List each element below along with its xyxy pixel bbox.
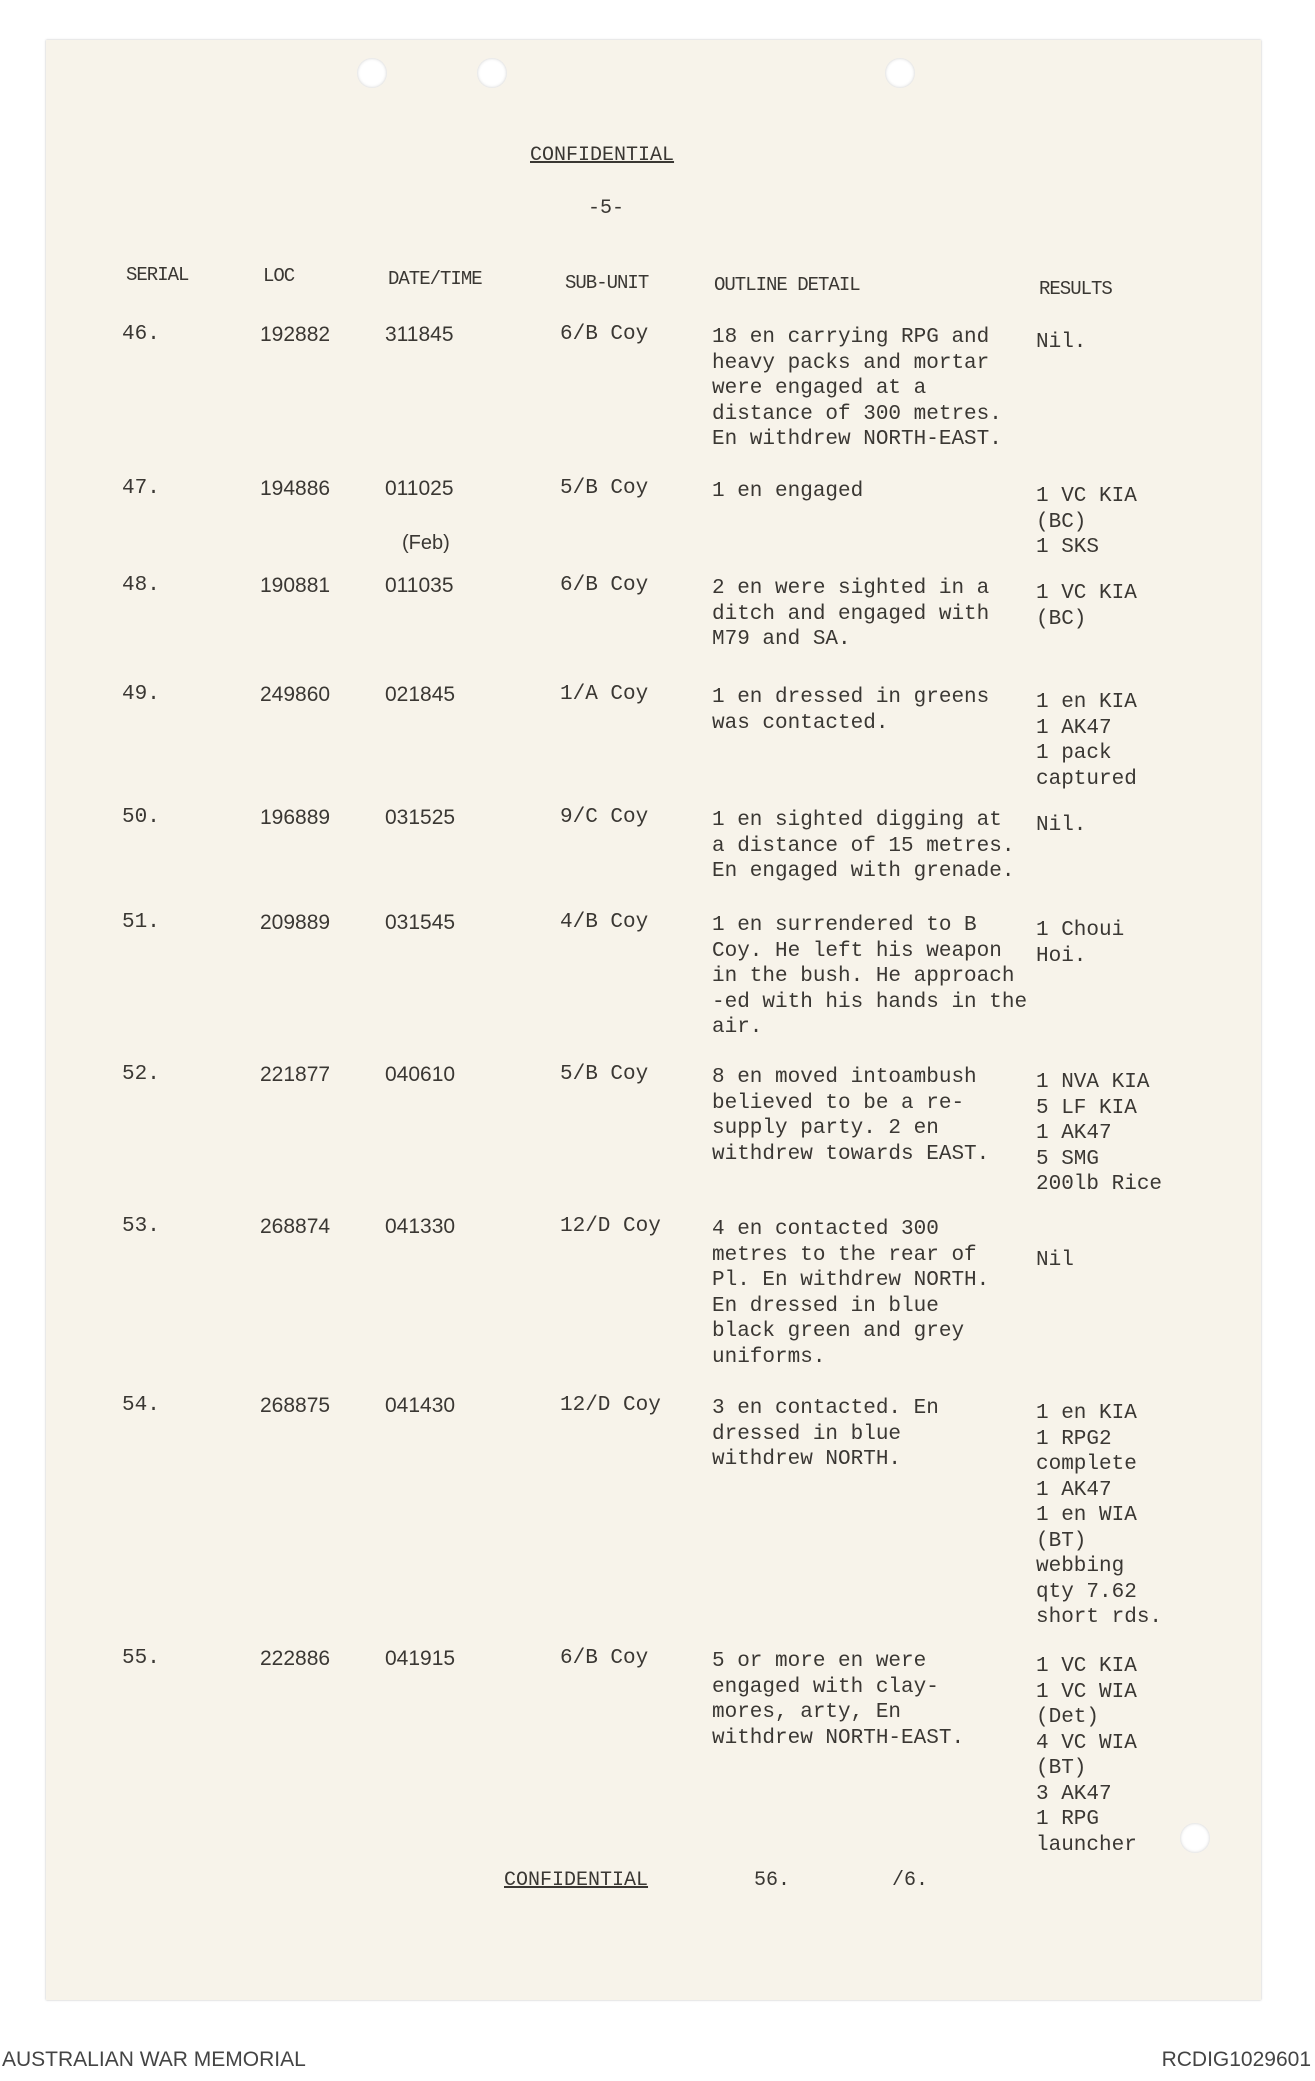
col-outline-detail: OUTLINE DETAIL: [714, 274, 860, 296]
cell-serial: 53.: [122, 1215, 160, 1238]
cell-subunit: 5/B Coy: [560, 477, 649, 500]
punch-hole: [357, 58, 387, 88]
cell-loc: 222886: [260, 1647, 331, 1670]
cell-loc: 268875: [260, 1394, 331, 1417]
archive-id: RCDIG1029601: [1161, 2048, 1311, 2071]
cell-serial: 52.: [122, 1063, 160, 1086]
cell-detail: 1 en surrendered to B Coy. He left his weapon in the bush. He approach -ed with his hands in the air.: [712, 914, 1028, 1039]
cell-datetime: 041430: [385, 1394, 456, 1417]
cell-subunit: 9/C Coy: [560, 806, 649, 829]
table-row: [0, 805, 1315, 883]
cell-datetime: 021845: [385, 683, 456, 706]
cell-results: 1 Choui Hoi.: [1036, 919, 1125, 968]
cell-serial: 48.: [122, 574, 160, 597]
cell-loc: 209889: [260, 911, 331, 934]
cell-detail: 5 or more en were engaged with clay- mores, arty, En withdrew NORTH-EAST.: [712, 1650, 965, 1750]
cell-detail: 1 en sighted digging at a distance of 15 metres. En engaged with grenade.: [712, 809, 1015, 883]
cell-loc: 190881: [260, 574, 331, 597]
cell-subunit: 12/D Coy: [560, 1394, 661, 1417]
cell-datetime: 031545: [385, 911, 456, 934]
table-row: [0, 573, 1315, 651]
cell-loc: 194886: [260, 477, 331, 500]
table-row: [0, 910, 1315, 1039]
cell-results: 1 VC KIA (BC) 1 SKS: [1036, 485, 1137, 559]
cell-results: 1 NVA KIA 5 LF KIA 1 AK47 5 SMG 200lb Rice: [1036, 1071, 1163, 1196]
punch-hole: [885, 58, 915, 88]
cell-datetime: 011025: [385, 477, 454, 500]
archive-caption: AUSTRALIAN WAR MEMORIAL: [2, 2048, 306, 2071]
col-datetime: DATE/TIME: [388, 268, 482, 290]
cell-serial: 54.: [122, 1394, 160, 1417]
table-row: [0, 1646, 1315, 1857]
cell-serial: 47.: [122, 477, 160, 500]
cell-detail: 8 en moved intoambush believed to be a re- supply party. 2 en withdrew towards EAST.: [712, 1066, 990, 1166]
cell-results: 1 en KIA 1 RPG2 complete 1 AK47 1 en WIA (BT) webbing qty 7.62 short rds.: [1036, 1402, 1163, 1629]
cell-serial: 55.: [122, 1647, 160, 1670]
cell-datetime: 040610: [385, 1063, 456, 1086]
col-subunit: SUB-UNIT: [565, 272, 649, 294]
cell-subunit: 6/B Coy: [560, 574, 649, 597]
cell-subunit: 12/D Coy: [560, 1215, 661, 1238]
col-serial: SERIAL: [126, 264, 189, 286]
cell-results: Nil.: [1036, 814, 1087, 837]
cell-datetime: 311845: [385, 323, 454, 346]
next-serial: 56.: [754, 1869, 791, 1892]
cell-detail: 1 en engaged: [712, 480, 864, 503]
cell-results: 1 VC KIA 1 VC WIA (Det) 4 VC WIA (BT) 3 AK47 1 RPG launcher: [1036, 1655, 1137, 1857]
table-row: [0, 1393, 1315, 1629]
cell-detail: 4 en contacted 300 metres to the rear of Pl. En withdrew NORTH. En dressed in blue black green and grey uniforms.: [712, 1218, 990, 1369]
table-row: [0, 1062, 1315, 1196]
cell-datetime: 011035: [385, 574, 454, 597]
cell-serial: 51.: [122, 911, 160, 934]
table-row: [0, 1214, 1315, 1369]
cell-subunit: 1/A Coy: [560, 683, 649, 706]
cell-serial: 46.: [122, 323, 160, 346]
cell-results: 1 VC KIA (BC): [1036, 582, 1137, 631]
page-number: -5-: [588, 197, 625, 220]
cell-results: 1 en KIA 1 AK47 1 pack captured: [1036, 691, 1137, 791]
punch-hole: [1180, 1823, 1210, 1853]
cell-subunit: 6/B Coy: [560, 323, 649, 346]
cell-loc: 196889: [260, 806, 331, 829]
cell-datetime: 041330: [385, 1215, 456, 1238]
cell-subunit: 5/B Coy: [560, 1063, 649, 1086]
cell-loc: 192882: [260, 323, 331, 346]
cell-loc: 268874: [260, 1215, 331, 1238]
cell-serial: 49.: [122, 683, 160, 706]
month-note: (Feb): [402, 532, 450, 554]
classification-header: CONFIDENTIAL: [530, 144, 675, 167]
cell-detail: 18 en carrying RPG and heavy packs and mortar were engaged at a distance of 300 metres. En withdrew NORTH-EAST.: [712, 326, 1002, 451]
cell-subunit: 6/B Coy: [560, 1647, 649, 1670]
cell-detail: 1 en dressed in greens was contacted.: [712, 686, 990, 735]
cell-serial: 50.: [122, 806, 160, 829]
cell-loc: 249860: [260, 683, 331, 706]
table-row: [0, 322, 1315, 451]
table-row: [0, 682, 1315, 791]
next-page: /6.: [892, 1869, 929, 1892]
cell-loc: 221877: [260, 1063, 331, 1086]
col-loc: LOC: [263, 265, 295, 287]
cell-subunit: 4/B Coy: [560, 911, 649, 934]
cell-datetime: 031525: [385, 806, 456, 829]
punch-hole: [477, 58, 507, 88]
cell-detail: 3 en contacted. En dressed in blue withdrew NORTH.: [712, 1397, 939, 1471]
classification-footer: CONFIDENTIAL: [504, 1869, 649, 1892]
col-results: RESULTS: [1039, 278, 1112, 300]
cell-results: Nil.: [1036, 331, 1087, 354]
cell-results: Nil: [1036, 1248, 1074, 1272]
cell-datetime: 041915: [385, 1647, 456, 1670]
cell-detail: 2 en were sighted in a ditch and engaged with M79 and SA.: [712, 577, 990, 651]
